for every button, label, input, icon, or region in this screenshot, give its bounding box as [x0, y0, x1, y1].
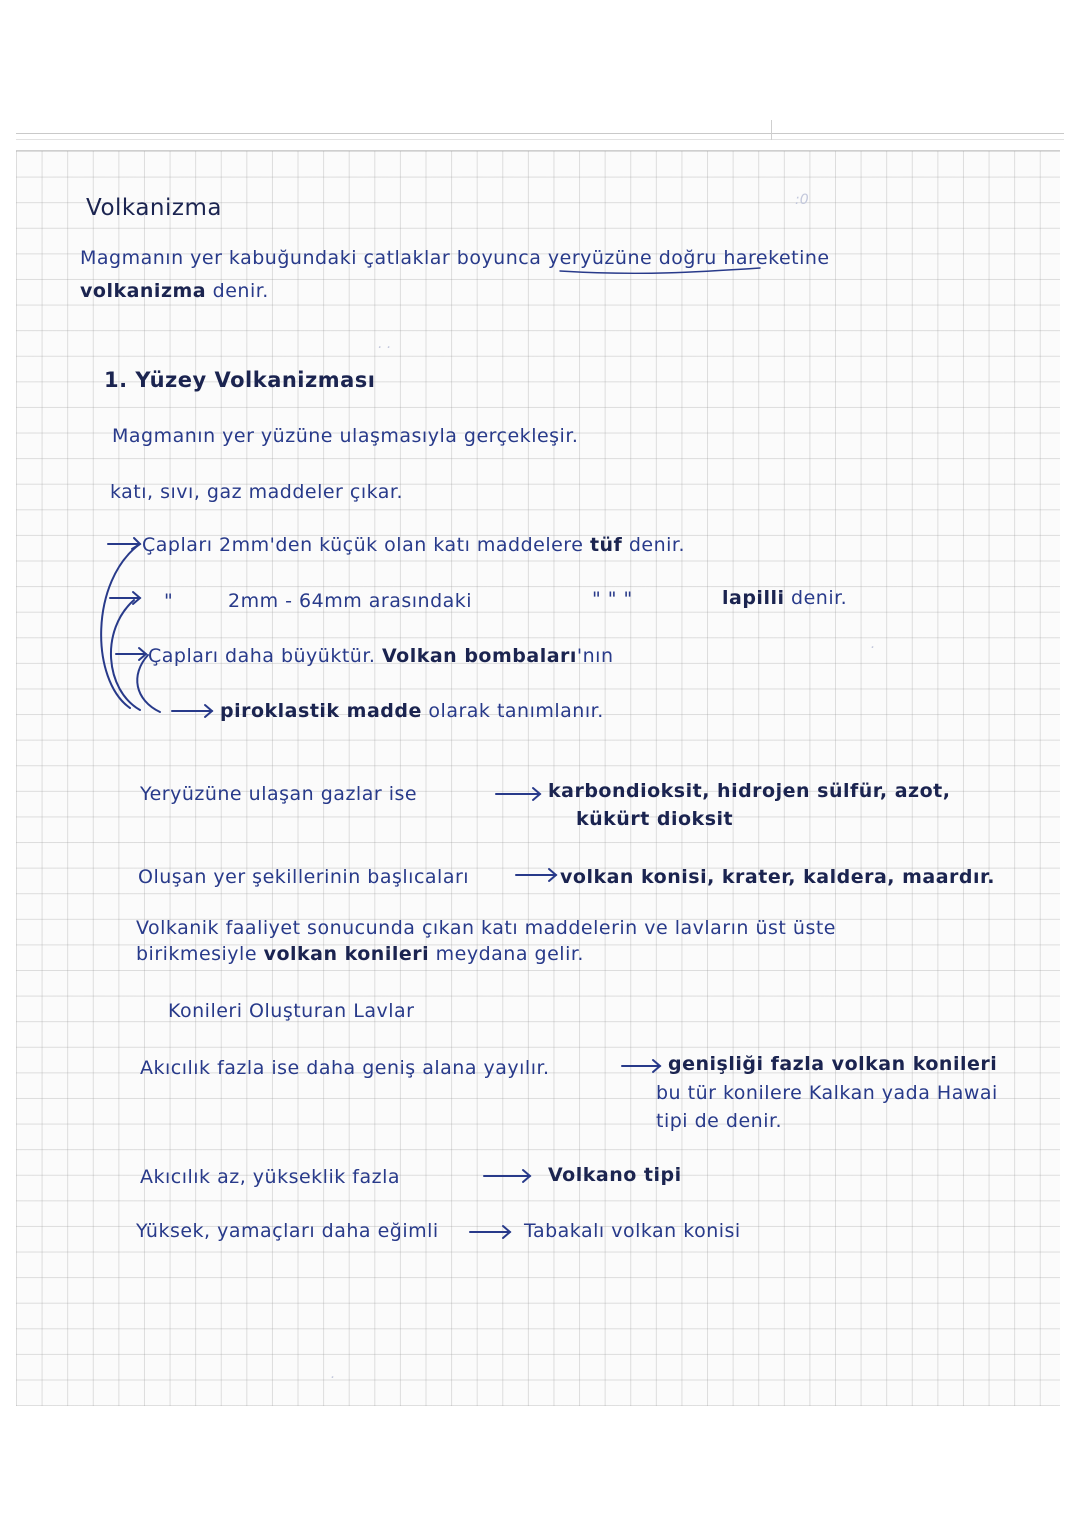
- term-volkan-konileri: volkan konileri: [263, 943, 430, 965]
- lapilli-line-mid: 2mm - 64mm arasındaki: [228, 590, 473, 612]
- bleed-through-mark: . .: [378, 336, 392, 352]
- section-heading-konileri-olusturan-lavlar: Konileri Oluşturan Lavlar: [168, 1000, 415, 1022]
- term-lapilli: lapilli: [722, 587, 785, 609]
- bleed-through-mark: ·: [330, 1370, 335, 1386]
- section1-line-2: katı, sıvı, gaz maddeler çıkar.: [110, 481, 404, 503]
- landforms-line-pre: Oluşan yer şekillerinin başlıcaları: [138, 866, 470, 888]
- bomb-line-post: 'nın: [576, 645, 614, 667]
- term-tuf: tüf: [589, 534, 623, 556]
- fluid-low-line: Akıcılık az, yükseklik fazla: [140, 1166, 401, 1188]
- page-title: Volkanizma: [86, 195, 222, 221]
- fluid-high-result-3: tipi de denir.: [656, 1110, 783, 1132]
- bleed-through-mark: ·: [870, 640, 875, 656]
- fluid-high-result-2: bu tür konilere Kalkan yada Hawai: [656, 1082, 998, 1104]
- fluid-low-result: Volkano tipi: [548, 1164, 682, 1186]
- lapilli-line-post: denir.: [784, 587, 848, 609]
- steep-line: Yüksek, yamaçları daha eğimli: [136, 1220, 439, 1242]
- section-heading-yuzey-volkanizmasi: 1. Yüzey Volkanizması: [104, 368, 376, 392]
- lapilli-ditto-marks: " " ": [592, 588, 633, 610]
- gas-list-line-2: kükürt dioksit: [576, 808, 734, 830]
- term-piroklastik-madde: piroklastik madde: [220, 700, 422, 722]
- landforms-list: volkan konisi, krater, kaldera, maardır.: [560, 866, 995, 888]
- fluid-high-line: Akıcılık fazla ise daha geniş alana yayılır.: [140, 1057, 550, 1079]
- pyroclastic-line-post: olarak tanımlanır.: [421, 700, 604, 722]
- bomb-line-pre: Çapları daha büyüktür.: [148, 645, 382, 667]
- lapilli-ditto-mark: ": [164, 590, 174, 612]
- tuf-line-pre: Çapları 2mm'den küçük olan katı maddelere: [142, 534, 590, 556]
- cone-line-1: Volkanik faaliyet sonucunda çıkan katı maddelerin ve lavların üst üste: [136, 917, 836, 939]
- term-volkanizma: volkanizma: [80, 280, 207, 302]
- intro-line-1: Magmanın yer kabuğundaki çatlaklar boyunca yeryüzüne doğru hareketine: [80, 247, 830, 269]
- section1-line-1: Magmanın yer yüzüne ulaşmasıyla gerçekleşir.: [112, 425, 579, 447]
- steep-result: Tabakalı volkan konisi: [524, 1220, 741, 1242]
- intro-line-2-rest: denir.: [206, 280, 269, 302]
- gas-line-pre: Yeryüzüne ulaşan gazlar ise: [140, 783, 418, 805]
- term-volkan-bombalari: Volkan bombaları: [381, 645, 577, 667]
- cone-line-2-post: meydana gelir.: [429, 943, 584, 965]
- cone-line-2-pre: birikmesiyle: [136, 943, 264, 965]
- gas-list-line-1: karbondioksit, hidrojen sülfür, azot,: [548, 780, 951, 802]
- tuf-line-post: denir.: [622, 534, 686, 556]
- bleed-through-mark: :0: [795, 192, 809, 208]
- fluid-high-result-1: genişliği fazla volkan konileri: [668, 1053, 998, 1075]
